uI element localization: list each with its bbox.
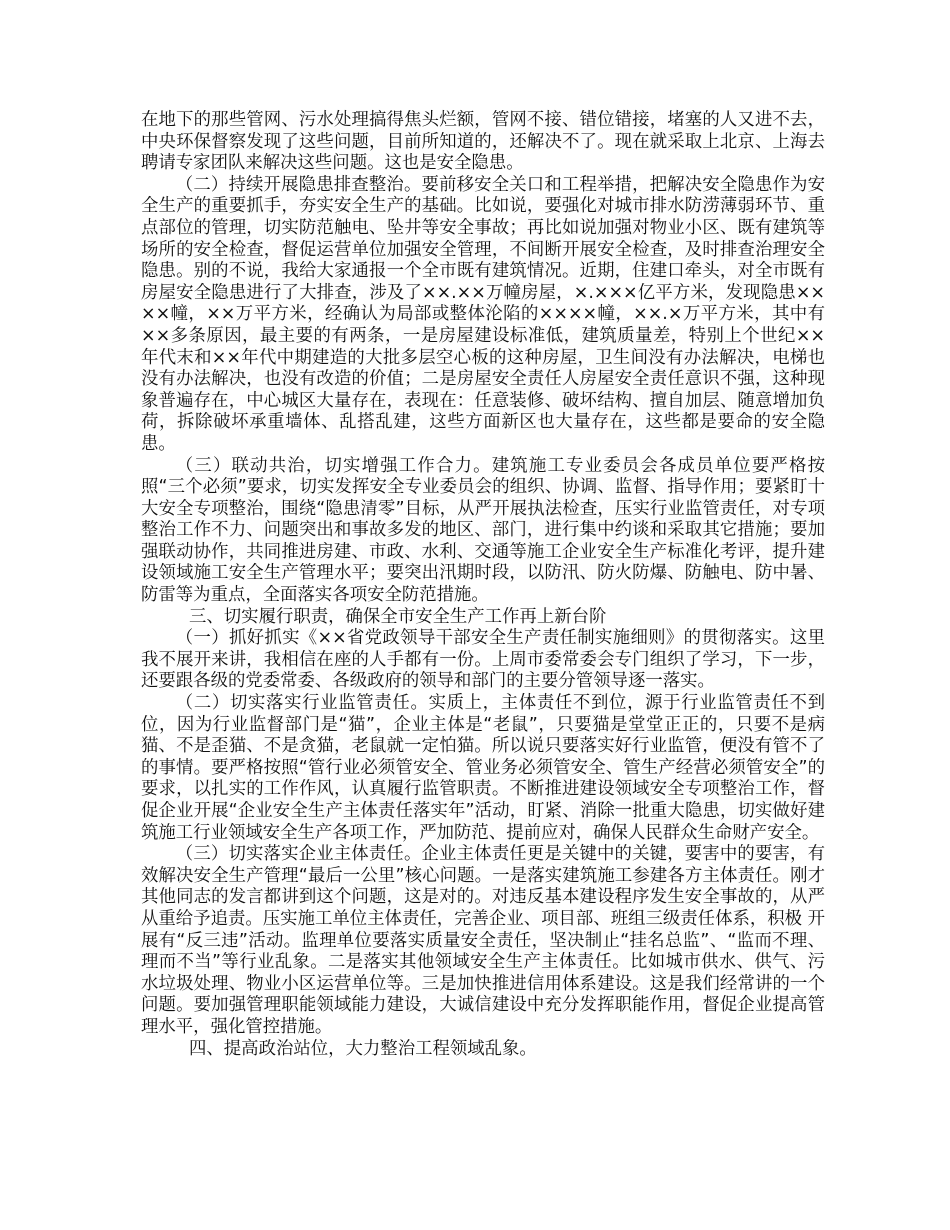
section-heading-four: 四、提高政治站位，大力整治工程领域乱象。 — [189, 1038, 537, 1059]
document-page — [141, 110, 825, 1060]
paragraph-joint-governance: （三）联动共治，切实增强工作合力。建筑施工专业委员会各成员单位要严格按照“三个必须”要求，切实发挥安全专业委员会的组织、协调、监督、指导作用；要紧盯十大安全专项整治，围绕“隐患清零”目标，从严开展执法检查，压实行业监管责任，对专项整治工作不力、问题突出和事故多发的地区、部门，进行集中约谈和采取其它措施；要加强联动协作，共同推进房建、市政、水利、交通等施工企业安全生产标准化考评，提升建设领域施工安全生产管理水平；要突出汛期时段，以防汛、防火防爆、防触电、防中暑、防雷等为重点，全面落实各项安全防范措施。 — [141, 455, 825, 606]
paragraph-enterprise-responsibility: （三）切实落实企业主体责任。企业主体责任更是关键中的关键，要害中的要害，有效解决安全生产管理“最后一公里”核心问题。一是落实建筑施工参建各方主体责任。刚才其他同志的发言都讲到这个问题，这是对的。对违反基本建设程序发生安全事故的，从严从重给予追责。压实施工单位主体责任，完善企业、项目部、班组三级责任体系，积极 开展有“反三违”活动。监理单位要落实质量安全责任，坚决制止“挂名总监”、“监而不理、理而不当”等行业乱象。二是落实其他领域安全生产主体责任。比如城市供水、供气、污水垃圾处理、物业小区运营单位等。三是加快推进信用体系建设。这是我们经常讲的一个问题。要加强管理职能领域能力建设，大诚信建设中充分发挥职能作用，督促企业提高管理水平，强化管控措施。 — [141, 844, 825, 1037]
paragraph-implementation-rules: （一）抓好抓实《××省党政领导干部安全生产责任制实施细则》的贯彻落实。这里我不展开来讲，我相信在座的人手都有一份。上周市委常委会专门组织了学习，下一步，还要跟各级的党委常委、各级政府的领导和部门的主要分管领导逐一落实。 — [141, 628, 825, 692]
paragraph-hazard-inspection: （二）持续开展隐患排查整治。要前移安全关口和工程举措，把解决安全隐患作为安全生产的重要抓手，夯实安全生产的基础。比如说，要强化对城市排水防涝薄弱环节、重点部位的管理，切实防范触电、坠井等安全事故；再比如说加强对物业小区、既有建筑等场所的安全检查，督促运营单位加强安全管理，不间断开展安全检查，及时排查治理安全隐患。别的不说，我给大家通报一个全市既有建筑情况。近期，住建口牵头，对全市既有房屋安全隐患进行了大排查，涉及了××.××万幢房屋，×.×××亿平方米，发现隐患××××幢，××万平方米，经确认为局部或整体沦陷的××××幢，××.×万平方米，其中有××多条原因，最主要的有两条，一是房屋建设标准低，建筑质量差，特别上个世纪××年代末和××年代中期建造的大批多层空心板的这种房屋，卫生间没有办法解决，电梯也没有办法解决，也没有改造的价值；二是房屋安全责任人房屋安全责任意识不强，这种现象普遍存在，中心城区大量存在，表现在：任意装修、破坏结构、擅自加层、随意增加负荷，拆除破坏承重墙体、乱搭乱建，这些方面新区也大量存在，这些都是要命的安全隐患。 — [141, 174, 825, 454]
paragraph-industry-supervision: （二）切实落实行业监管责任。实质上，主体责任不到位，源于行业监管责任不到位，因为行业监督部门是“猫”，企业主体是“老鼠”，只要猫是堂堂正正的，只要不是病猫、不是歪猫、不是贪猫，老鼠就一定怕猫。所以说只要落实好行业监管，便没有管不了的事情。要严格按照“管行业必须管安全、管业务必须管安全、管生产经营必须管安全”的要求，以扎实的工作作风，认真履行监管职责。不断推进建设领域安全专项整治工作，督促企业开展“企业安全生产主体责任落实年”活动，盯紧、消除一批重大隐患，切实做好建筑施工行业领域安全生产各项工作，严加防范、提前应对，确保人民群众生命财产安全。 — [141, 693, 825, 843]
paragraph-drainage-intro: 在地下的那些管网、污水处理搞得焦头烂额，管网不接、错位错接，堵塞的人又进不去，中央环保督察发现了这些问题，目前所知道的，还解决不了。现在就采取上北京、上海去聘请专家团队来解决这些问题。这也是安全隐患。 — [141, 110, 825, 174]
section-heading-three: 三、切实履行职责，确保全市安全生产工作再上新台阶 — [189, 606, 607, 627]
